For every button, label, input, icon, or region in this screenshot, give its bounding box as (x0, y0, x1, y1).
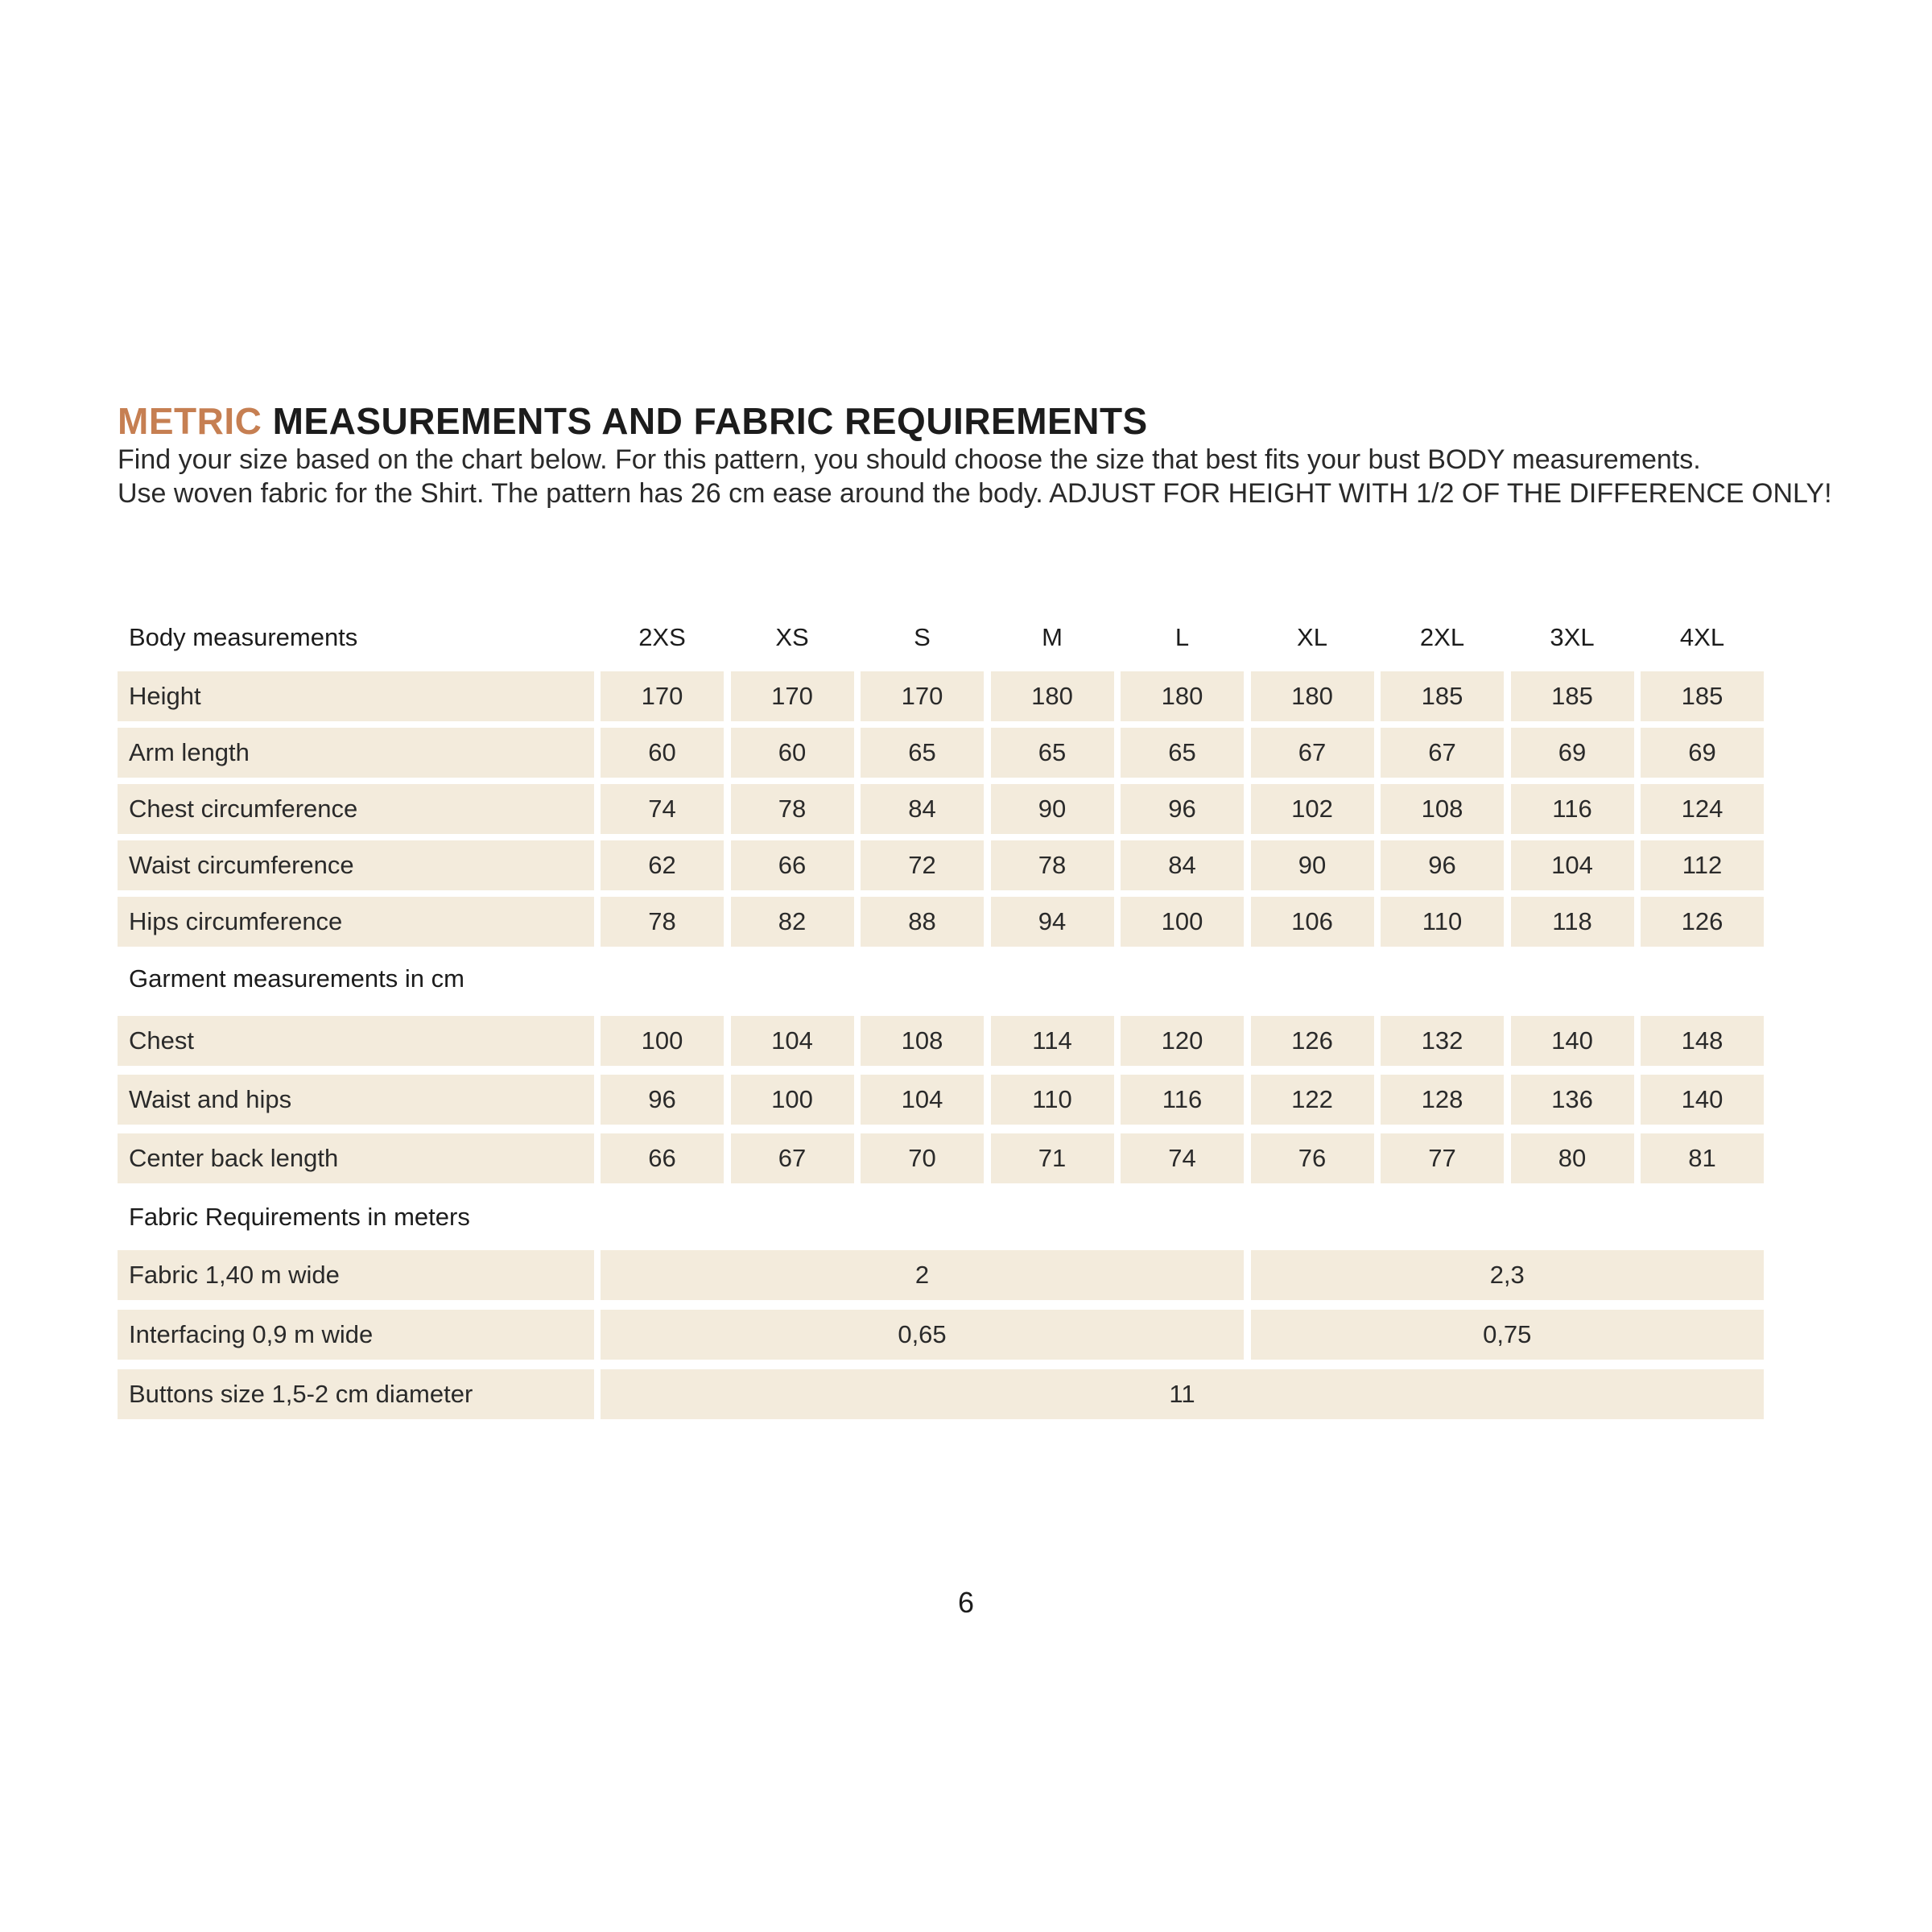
table-cell: 62 (601, 840, 724, 890)
table-cell: 102 (1251, 784, 1374, 834)
table-cell: 0,75 (1251, 1310, 1765, 1360)
table-cell: 78 (991, 840, 1114, 890)
table-cell: 108 (1381, 784, 1504, 834)
header-label: Body measurements (129, 623, 358, 651)
size-header-3xl: 3XL (1550, 623, 1595, 651)
table-cell: 96 (1381, 840, 1504, 890)
table-cell: 72 (861, 840, 984, 890)
row-label: Buttons size 1,5-2 cm diameter (118, 1369, 594, 1419)
table-cell: 82 (731, 897, 854, 947)
table-cell: 2 (601, 1250, 1244, 1300)
table-cell: 126 (1251, 1016, 1374, 1066)
table-cell: 116 (1121, 1075, 1244, 1125)
size-header-l: L (1174, 623, 1190, 651)
table-cell: 136 (1511, 1075, 1634, 1125)
table-cell: 116 (1511, 784, 1634, 834)
table-cell: 60 (731, 728, 854, 778)
row-label: Chest circumference (118, 784, 594, 834)
table-cell: 78 (731, 784, 854, 834)
title-rest: MEASUREMENTS AND FABRIC REQUIREMENTS (272, 400, 1148, 442)
row-label: Fabric 1,40 m wide (118, 1250, 594, 1300)
table-cell: 100 (731, 1075, 854, 1125)
table-cell: 170 (861, 671, 984, 721)
table-cell: 132 (1381, 1016, 1504, 1066)
table-cell: 65 (1121, 728, 1244, 778)
table-cell: 74 (601, 784, 724, 834)
row-label: Waist circumference (118, 840, 594, 890)
page-number: 6 (957, 1586, 975, 1619)
table-cell: 124 (1641, 784, 1764, 834)
table-cell: 90 (1251, 840, 1374, 890)
title-accent: METRIC (118, 400, 262, 442)
table-cell: 120 (1121, 1016, 1244, 1066)
table-cell: 170 (601, 671, 724, 721)
table-cell: 67 (1381, 728, 1504, 778)
table-cell: 67 (1251, 728, 1374, 778)
table-cell: 126 (1641, 897, 1764, 947)
table-cell: 65 (861, 728, 984, 778)
size-header-xs: XS (775, 623, 809, 651)
table-cell: 140 (1511, 1016, 1634, 1066)
table-cell: 84 (1121, 840, 1244, 890)
table-cell: 76 (1251, 1133, 1374, 1183)
table-cell: 69 (1641, 728, 1764, 778)
row-label: Chest (118, 1016, 594, 1066)
table-cell: 71 (991, 1133, 1114, 1183)
row-label: Waist and hips (118, 1075, 594, 1125)
table-cell: 77 (1381, 1133, 1504, 1183)
table-cell: 100 (601, 1016, 724, 1066)
table-cell: 84 (861, 784, 984, 834)
table-cell: 108 (861, 1016, 984, 1066)
table-cell: 118 (1511, 897, 1634, 947)
intro-line-1: Find your size based on the chart below. For this pattern, you should choose the size that best fits your bust BODY measurements. (118, 444, 1701, 475)
table-cell: 60 (601, 728, 724, 778)
row-label: Hips circumference (118, 897, 594, 947)
table-cell: 148 (1641, 1016, 1764, 1066)
page-title (118, 399, 1148, 443)
row-label: Interfacing 0,9 m wide (118, 1310, 594, 1360)
table-cell: 180 (991, 671, 1114, 721)
size-header-s: S (914, 623, 931, 651)
table-cell: 122 (1251, 1075, 1374, 1125)
table-cell: 90 (991, 784, 1114, 834)
size-header-m: M (1042, 623, 1063, 651)
table-cell: 94 (991, 897, 1114, 947)
table-cell: 112 (1641, 840, 1764, 890)
table-cell: 180 (1121, 671, 1244, 721)
table-cell: 104 (731, 1016, 854, 1066)
garment-section-heading: Garment measurements in cm (129, 964, 464, 993)
size-header-xl: XL (1297, 623, 1327, 651)
size-header-4xl: 4XL (1679, 623, 1725, 651)
table-cell: 2,3 (1251, 1250, 1765, 1300)
table-cell: 74 (1121, 1133, 1244, 1183)
table-cell: 114 (991, 1016, 1114, 1066)
table-cell: 128 (1381, 1075, 1504, 1125)
table-cell: 185 (1641, 671, 1764, 721)
table-cell: 70 (861, 1133, 984, 1183)
size-header-2xl: 2XL (1419, 623, 1465, 651)
table-cell: 170 (731, 671, 854, 721)
row-label: Height (118, 671, 594, 721)
table-cell: 69 (1511, 728, 1634, 778)
size-header-2xs: 2XS (638, 623, 686, 651)
intro-line-2: Use woven fabric for the Shirt. The pattern has 26 cm ease around the body. ADJUST FOR HEIGHT WITH 1/2 OF THE DIFFERENCE ONLY! (118, 478, 1832, 509)
table-cell: 66 (601, 1133, 724, 1183)
table-cell: 80 (1511, 1133, 1634, 1183)
table-cell: 110 (991, 1075, 1114, 1125)
table-cell: 81 (1641, 1133, 1764, 1183)
table-cell: 185 (1511, 671, 1634, 721)
table-cell: 88 (861, 897, 984, 947)
table-cell: 96 (1121, 784, 1244, 834)
table-cell: 104 (861, 1075, 984, 1125)
table-cell: 66 (731, 840, 854, 890)
table-cell: 67 (731, 1133, 854, 1183)
table-cell: 140 (1641, 1075, 1764, 1125)
table-cell: 106 (1251, 897, 1374, 947)
table-cell: 65 (991, 728, 1114, 778)
row-label: Arm length (118, 728, 594, 778)
table-cell: 11 (601, 1369, 1764, 1419)
table-cell: 96 (601, 1075, 724, 1125)
table-cell: 0,65 (601, 1310, 1244, 1360)
table-cell: 180 (1251, 671, 1374, 721)
table-cell: 185 (1381, 671, 1504, 721)
table-cell: 78 (601, 897, 724, 947)
table-cell: 110 (1381, 897, 1504, 947)
row-label: Center back length (118, 1133, 594, 1183)
table-cell: 100 (1121, 897, 1244, 947)
fabric-section-heading: Fabric Requirements in meters (129, 1203, 470, 1231)
table-cell: 104 (1511, 840, 1634, 890)
